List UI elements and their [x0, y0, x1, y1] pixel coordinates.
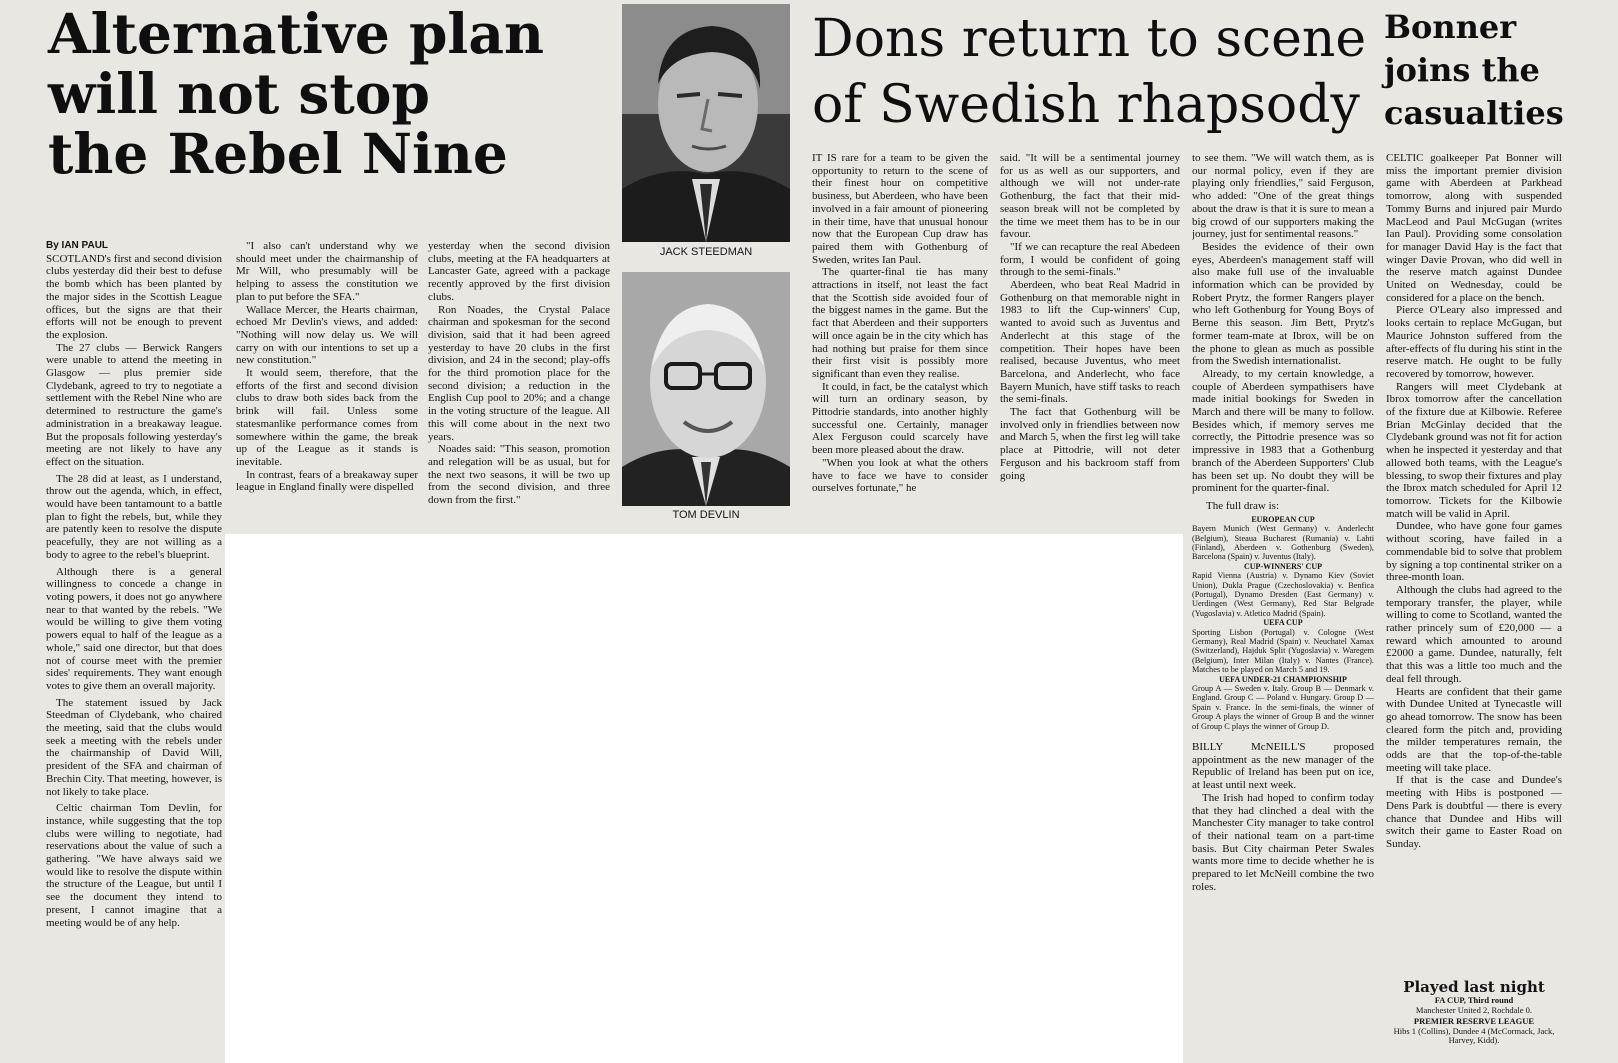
- blank-panel: [225, 534, 1183, 1063]
- draw-fixtures: Sporting Lisbon (Portugal) v. Cologne (West Germany), Real Madrid (Spain) v. Neuchatel Xamax (Switzerland), Hajduk Split (Yugoslavia) v. Waregem (Belgium), Inter Milan (Italy) v. Nantes (France). Matches to be played on March 5 and 19.: [1192, 627, 1374, 675]
- paragraph: said. "It will be a sentimental journey for us as well as our supporters, and although we will not under-rate Gothenburg, the fact that their mid-season break will not be completed by the time we meet them has to be in our favour.: [1000, 152, 1180, 241]
- played-line: Hibs 1 (Collins), Dundee 4 (McCormack, Jack, Harvey, Kidd).: [1393, 1025, 1555, 1045]
- paragraph: Aberdeen, who beat Real Madrid in Gothenburg on that memorable night in 1983 to lift the Cup-winners' Cup, wanted to avoid such as Juventus and Anderlecht at this stage of the competition. Their hopes have been realised, because Juventus, who meet Barcelona, and Anderlecht, who face Bayern Munich, have stiff tasks to reach the semi-finals.: [1000, 279, 1180, 406]
- story1-column-3: [428, 240, 610, 532]
- paragraph: The fact that Gothenburg will be involved only in friendlies between now and March 5, when the first leg will take place at Pittodrie, will not deter Ferguson and his backroom staff from going: [1000, 406, 1180, 482]
- paragraph: Ron Noades, the Crystal Palace chairman and spokesman for the second division, said that it had been agreed yesterday to have 20 clubs in the first division, and 24 in the second; play-offs for the third promotion place for the second division; a reduction in the English Cup pool to 20%; and a change in the voting structure of the league. All this will come about in the next two years.: [428, 303, 610, 443]
- draw-fixtures: Bayern Munich (West Germany) v. Anderlecht (Belgium), Steaua Bucharest (Rumania) v. Lahti (Finland), Aberdeen v. Gothenburg (Sweden), Barcelona (Spain) v. Juventus (Italy).: [1192, 524, 1374, 562]
- story2-headline-line: Dons return to scene: [812, 9, 1367, 69]
- paragraph: Celtic chairman Tom Devlin, for instance, while suggesting that the top clubs were willing to negotiate, had reservations about the value of such a gathering. "We have always said we would like to resolve the dispute within the structure of the League, but until I see the document they intend to present, I cannot imagine that a meeting would be of any help.: [46, 802, 222, 929]
- story1-headline-line: Alternative plan: [48, 1, 544, 66]
- played-line: Manchester United 2, Rochdale 0.: [1415, 1004, 1533, 1015]
- paragraph: "I also can't understand why we should meet under the chairmanship of Mr Will, who presumably will be helping to assess the constitution we plan to put before the SFA.": [236, 240, 418, 303]
- paragraph: It would seem, therefore, that the efforts of the first and second division clubs to draw both sides back from the brink will fail. Unless some statesmanlike performance comes from somewhere within the game, the break up of the League as it stands is inevitable.: [236, 367, 418, 468]
- story4-column: [1386, 152, 1562, 978]
- photo-caption: JACK STEEDMAN: [659, 246, 753, 258]
- draw-category: UEFA CUP: [1263, 618, 1303, 628]
- draw-fixtures: Rapid Vienna (Austria) v. Dynamo Kiev (Soviet Union), Dukla Prague (Czechoslovakia) v. Benfica (Portugal), Dynamo Dresden (East Germany) v. Uerdingen (West Germany), Red Star Belgrade (Yugoslavia) v. Atletico Madrid (Spain).: [1192, 571, 1374, 618]
- paragraph: Although there is a general willingness to concede a change in voting powers, it does not go anywhere near to that wanted by the rebels. "We would be willing to give them voting powers equal to half of the league as a whole," said one director, but that does not of course meet with the premier sides' requirements. They want enough votes to give them an overall majority.: [46, 565, 222, 692]
- paragraph: SCOTLAND's first and second division clubs yesterday did their best to defuse the bomb which has been planted by the major sides in the Scottish League offices, but the signs are that their efforts will not be enough to prevent the explosion.: [46, 252, 222, 341]
- paragraph: In contrast, fears of a breakaway super league in England finally were dispelled: [236, 468, 418, 494]
- paragraph: The 28 did at least, as I understand, throw out the agenda, which, in effect, would have been tantamount to a battle plan to fight the rebels, but, while they are patently keen to resolve the dispute peacefully, they are not willing as a body to agree to the rebel's blueprint.: [46, 472, 222, 561]
- draw-category: UEFA UNDER-21 CHAMPIONSHIP: [1219, 674, 1347, 684]
- story1-column-2: [236, 240, 418, 532]
- paragraph: IT IS rare for a team to be given the opportunity to return to the scene of their finest hour on competitive business, but Aberdeen, who have been involved in a fair amount of pioneering in their time, have that unusual honour now that the European Cup draw has paired them with Gothenburg of Sweden, writes Ian Paul.: [812, 152, 988, 266]
- paragraph: Noades said: "This season, promotion and relegation will be as usual, but for the next two seasons, it will be two up from the second division, and three down from the first.": [428, 443, 610, 507]
- byline: By IAN PAUL: [46, 240, 109, 251]
- story1-headline-line: will not stop: [48, 61, 430, 126]
- paragraph: Dundee, who have gone four games without scoring, have failed in a commendable bid to solve that problem by signing a top continental striker on a three-month loan.: [1386, 520, 1562, 584]
- paragraph: Rangers will meet Clydebank at Ibrox tomorrow after the cancellation of the fixture due at Kilbowie. Referee Brian McGinlay decided that the Clydebank ground was not fit for action when he inspected it yesterday and that allowed both teams, with the League's blessing, to swop their fixtures and play the Ibrox match scheduled for April 12 tomorrow. Tickets for the Kilbowie match will be valid in April.: [1386, 380, 1562, 520]
- paragraph: "When you look at what the others have to face we have to consider ourselves fortunate," he: [812, 456, 988, 495]
- story3: [1192, 741, 1374, 893]
- story1-headline: [48, 1, 618, 186]
- story2-headline-line: of Swedish rhapsody: [812, 75, 1360, 135]
- paragraph: Wallace Mercer, the Hearts chairman, echoed Mr Devlin's views, and added: "Nothing will now delay us. We will carry on with our intentions to set up a new constitution.": [236, 303, 418, 367]
- played-line: FA CUP, Third round: [1434, 995, 1514, 1005]
- story1-column-1: [46, 240, 222, 1055]
- paragraph: Pierce O'Leary also impressed and looks certain to replace McGugan, but Maurice Johnston suffered from the after-effects of flu during his stint in the reserve match. He ought to be fully recovered by tomorrow, however.: [1386, 304, 1562, 380]
- paragraph: If that is the case and Dundee's meeting with Hibs is postponed — Dens Park is doubtful — there is every chance that Dundee and Hibs will switch their game to Easter Road on Sunday.: [1386, 774, 1562, 850]
- paragraph: BILLY McNEILL'S proposed appointment as the new manager of the Republic of Ireland has been put on ice, at least until next week.: [1192, 741, 1374, 792]
- paragraph: Besides the evidence of their own eyes, Aberdeen's management staff will also make full use of the invaluable information which can be provided by Robert Prytz, the former Rangers player who left Gothenburg for Young Boys of Berne this season. Jim Bett, Prytz's former team-mate at Ibrox, will be on the phone to glean as much as possible from the Swedish internationalist.: [1192, 240, 1374, 368]
- story4-headline-line: Bonner: [1384, 8, 1517, 46]
- paragraph: to see them. "We will watch them, as is our normal policy, even if they are playing only friendlies," said Ferguson, who added: "One of the great things about the draw is that it is sure to mean a big crowd of our supporters making the journey, just for sentimental reasons.": [1192, 152, 1374, 241]
- draw-category: CUP-WINNERS' CUP: [1244, 561, 1322, 571]
- story4-headline: [1384, 6, 1612, 135]
- played-last-night-title: Played last night: [1403, 978, 1545, 996]
- portrait-illustration: [622, 4, 790, 242]
- paragraph: yesterday when the second division clubs, meeting at the FA headquarters at Lancaster Gate, agreed with a package recently approved by the first division clubs.: [428, 240, 610, 303]
- paragraph: It could, in fact, be the catalyst which will turn an ordinary season, by Pittodrie standards, into another highly successful one. Certainly, manager Alex Ferguson could scarcely have been more pleased about the draw.: [812, 380, 988, 457]
- draw-heading: The full draw is:: [1206, 499, 1280, 512]
- played-last-night-box: [1382, 978, 1566, 1060]
- portrait-illustration: [622, 272, 790, 506]
- paragraph: Already, to my certain knowledge, a couple of Aberdeen sympathisers have made initial bookings for Sweden in March and there will be many to follow. Besides which, if memory serves me correctly, the Pittodrie presence was so impressive in 1983 that a Gothenburg branch of the Aberdeen Supporters' Club has been set up. No doubt they will be prominent for the quarter-final.: [1192, 367, 1374, 495]
- story2-headline: [812, 6, 1378, 138]
- paragraph: "If we can recapture the real Abedeen form, I would be confident of going through to the semi-finals.": [1000, 240, 1180, 279]
- paragraph: CELTIC goalkeeper Pat Bonner will miss the important premier division game with Aberdeen at Parkhead tomorrow, along with suspended Tommy Burns and injured pair Murdo MacLeod and Paul McGugan (writes Ian Paul). Providing some consolation for manager David Hay is the fact that winger Davie Provan, who did well in the reserve match against Dundee United on Wednesday, could be considered for a place on the bench.: [1386, 152, 1562, 304]
- paragraph: Hearts are confident that their game with Dundee United at Tynecastle will go ahead tomorrow. The snow has been cleared form the pitch and, providing the milder temperatures remain, the odds are that the top-of-the-table meeting will take place.: [1386, 685, 1562, 774]
- story1-headline-line: the Rebel Nine: [48, 121, 508, 186]
- played-line: PREMIER RESERVE LEAGUE: [1413, 1016, 1535, 1026]
- story4-headline-line: joins the: [1384, 51, 1540, 89]
- paragraph: The statement issued by Jack Steedman of Clydebank, who chaired the meeting, said that the clubs would seek a meeting with the rebels under the chairmanship of David Will, president of the SFA and chairman of Brechin City. That meeting, however, is not likely to take place.: [46, 696, 222, 798]
- paragraph: Although the clubs had agreed to the temporary transfer, the player, while willing to come to Scotland, wanted the rather princely sum of £20,000 — a reward which amounted to around £2000 a game. Dundee, naturally, felt that this was a little too much and the deal fell through.: [1386, 583, 1562, 685]
- story2-column-1: [812, 152, 988, 532]
- paragraph: The 27 clubs — Berwick Rangers were unable to attend the meeting in Glasgow — plus premier side Clydebank, agreed to try to negotiate a settlement with the Rebel Nine who are determined to restructure the game's administration in a breakaway league. But the proposals following yesterday's meeting are not likely to have any effect on the situation.: [46, 341, 222, 468]
- photo-tom-devlin: [622, 272, 790, 506]
- paragraph: The quarter-final tie has many attractions in itself, not least the fact that the Scottish side avoided four of the biggest names in the game. But the fact that Aberdeen and their supporters will once again be in the city which has had nothing but praise for them since their first visit is possibly more significant than even they realise.: [812, 266, 988, 380]
- story4-headline-line: casualties: [1384, 94, 1564, 132]
- paragraph: The Irish had hoped to confirm today that they had clinched a deal with the Manchester City manager to take control of their national team on a part-time basis. But City chairman Peter Swales wants more time to decide whether he is prepared to let McNeill combine the two roles.: [1192, 791, 1374, 893]
- photo-jack-steedman: [622, 4, 790, 242]
- photo-caption: TOM DEVLIN: [672, 509, 740, 521]
- draw-category: EUROPEAN CUP: [1251, 514, 1315, 524]
- story2-column-2: [1000, 152, 1180, 532]
- full-draw-list: [1192, 515, 1374, 731]
- draw-fixtures: Group A — Sweden v. Italy. Group B — Denmark v. England. Group C — Poland v. Hungary. Group D — Spain v. France. In the semi-finals, the winner of Group A plays the winner of Group B and the winner of Group C plays the winner of Group D.: [1192, 684, 1374, 731]
- story2-column-3: [1192, 152, 1374, 1028]
